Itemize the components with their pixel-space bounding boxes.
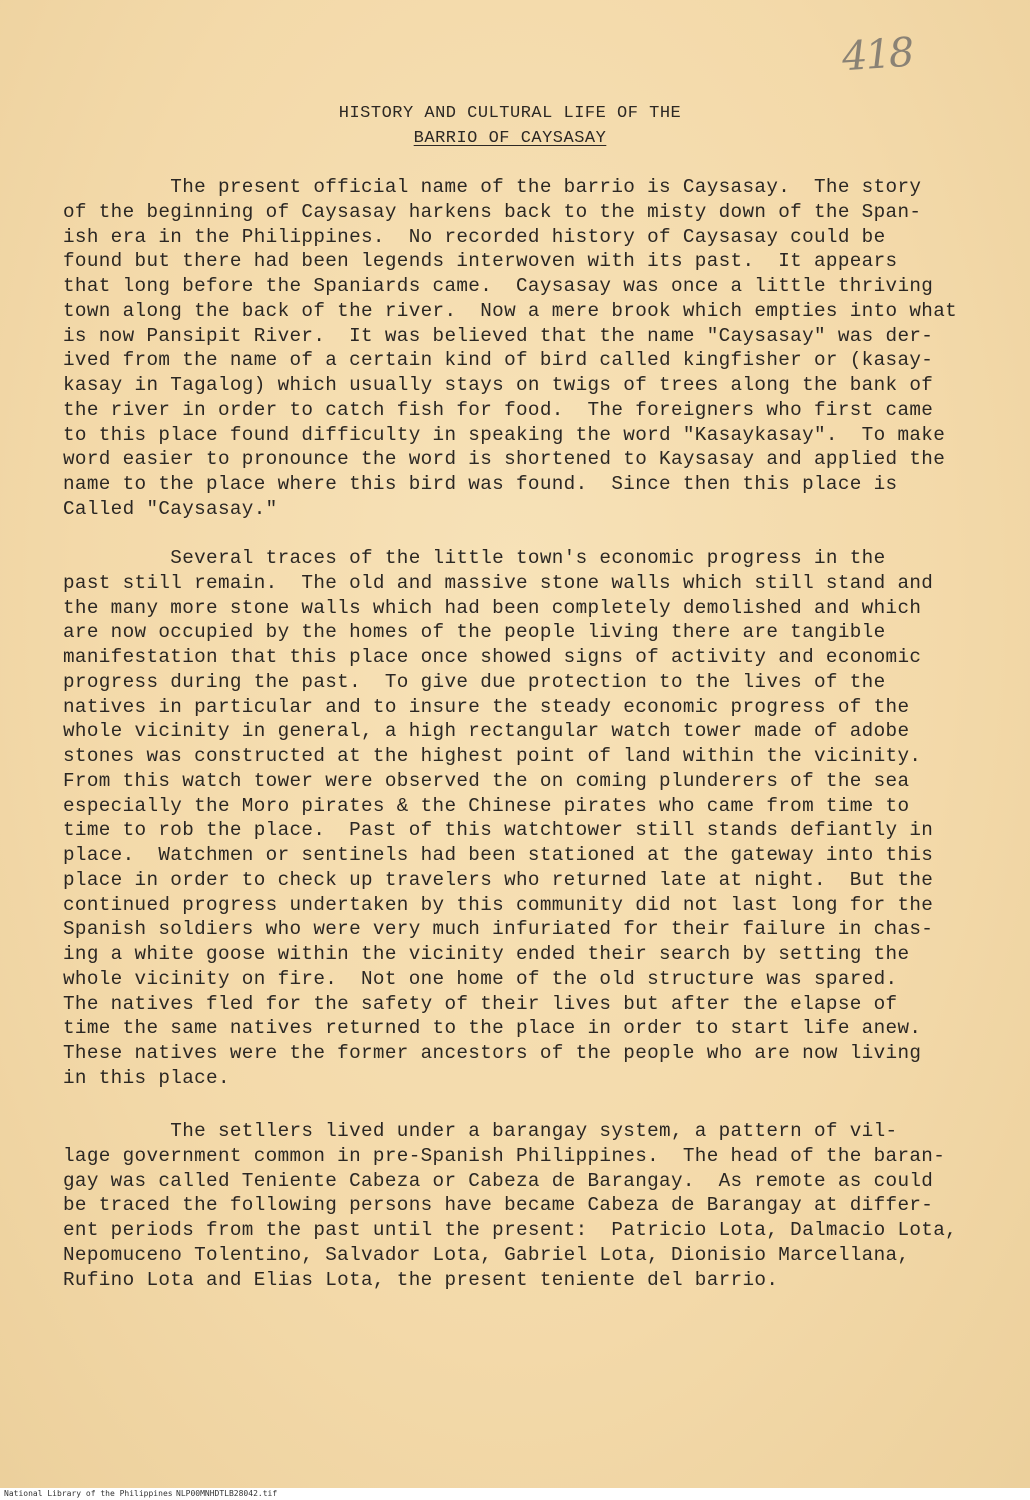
footer-filename: NLP00MNHDTLB28042.tif xyxy=(176,1489,278,1498)
document-title-line-1: HISTORY AND CULTURAL LIFE OF THE xyxy=(338,104,682,123)
paragraph-barangay-system: The setllers lived under a barangay system, a pattern of vil- lage government common in pre-Spanish Philippines. The head of the baran- gay was called Teniente Cabeza or Cabeza de Barangay. As remote as could be traced the following persons have became Cabeza de Barangay at differ- ent periods from the past until the present: Patricio Lota, Dalmacio Lota, Nepomuceno Tolentino, Salvador Lota, Gabriel Lota, Dionisio Marcellana, Rufino Lota and Elias Lota, the present teniente del barrio. xyxy=(63,1120,958,1291)
paragraph-origin-of-name: The present official name of the barrio is Caysasay. The story of the beginning of Caysasay harkens back to the misty down of the Span- ish era in the Philippines. No recorded history of Caysasay could be found but there had been legends interwoven with its past. It appears that long before the Spaniards came. Caysasay was once a little thriving town along the back of the river. Now a mere brook which empties into what is now Pansipit River. It was believed that the name "Caysasay" was der- ived from the name of a certain kind of bird called kingfisher or (kasay- kasay in Tagalog) which usually stays on twigs of trees along the bank of the river in order to catch fish for food. The foreigners who first came to this place found difficulty in speaking the word "Kasaykasay". To make word easier to pronounce the word is shortened to Kaysasay and applied the name to the place where this bird was found. Since then this place is Called "Caysasay." xyxy=(63,176,958,520)
handwritten-page-number: 418 xyxy=(840,29,914,81)
document-title-line-2-text: BARRIO OF CAYSASAY xyxy=(413,129,607,148)
footer-library-name: National Library of the Philippines xyxy=(4,1489,173,1498)
scan-footer xyxy=(0,1488,1030,1500)
document-title-line-2 xyxy=(250,126,770,151)
paragraph-economic-progress: Several traces of the little town's economic progress in the past still remain. The old and massive stone walls which still stand and the many more stone walls which had been completely demolished and which are now occupied by the homes of the people living there are tangible manifestation that this place once showed signs of activity and economic progress during the past. To give due protection to the lives of the natives in particular and to insure the steady economic progress of the whole vicinity in general, a high rectangular watch tower made of adobe stones was constructed at the highest point of land within the vicinity. From this watch tower were observed the on coming plunderers of the sea especially the Moro pirates & the Chinese pirates who came from time to time to rob the place. Past of this watchtower still stands defiantly in place. Watchmen or sentinels had been stationed at the gateway into this place in order to check up travelers who returned late at night. But the continued progress undertaken by this community did not last long for the Spanish soldiers who were very much infuriated for their failure in chas- ing a white goose within the vicinity ended their search by setting the whole vicinity on fire. Not one home of the old structure was spared. The natives fled for the safety of their lives but after the elapse of time the same natives returned to the place in order to start life anew. These natives were the former ancestors of the people who are now living in this place. xyxy=(63,547,934,1089)
